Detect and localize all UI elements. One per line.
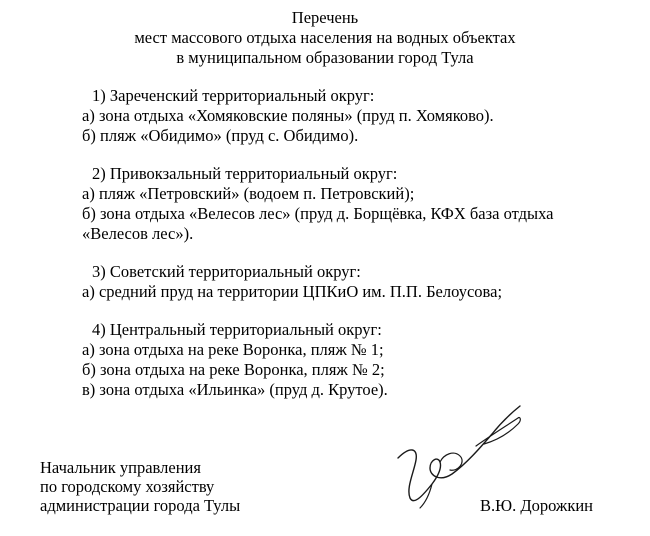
document-subtitle-line-1: мест массового отдыха населения на водных объектах bbox=[134, 28, 516, 47]
section-1-heading: 1) Зареченский территориальный округ: bbox=[92, 86, 375, 105]
section-3-heading: 3) Советский территориальный округ: bbox=[92, 262, 361, 281]
section-2-item-b-continuation: «Велесов лес»). bbox=[82, 224, 194, 243]
document-subtitle-line-2: в муниципальном образовании город Тула bbox=[176, 48, 474, 67]
document-title: Перечень bbox=[291, 8, 359, 27]
section-4-item-a: а) зона отдыха на реке Воронка, пляж № 1; bbox=[82, 340, 384, 359]
section-2-heading: 2) Привокзальный территориальный округ: bbox=[92, 164, 398, 183]
signer-position-line-1: Начальник управления bbox=[40, 458, 201, 477]
signer-name: В.Ю. Дорожкин bbox=[480, 496, 594, 515]
section-2-item-a: а) пляж «Петровский» (водоем п. Петровский); bbox=[82, 184, 415, 203]
signer-position-line-2: по городскому хозяйству bbox=[40, 477, 215, 496]
section-3-item-a: а) средний пруд на территории ЦПКиО им. П.П. Белоусова; bbox=[82, 282, 503, 301]
section-4-item-c: в) зона отдыха «Ильинка» (пруд д. Крутое). bbox=[82, 380, 388, 399]
section-4-heading: 4) Центральный территориальный округ: bbox=[92, 320, 382, 339]
section-1-item-a: а) зона отдыха «Хомяковские поляны» (пруд п. Хомяково). bbox=[82, 106, 494, 125]
section-1-item-b: б) пляж «Обидимо» (пруд с. Обидимо). bbox=[82, 126, 359, 145]
section-2-item-b: б) зона отдыха «Велесов лес» (пруд д. Борщёвка, КФХ база отдыха bbox=[82, 204, 554, 223]
section-4-item-b: б) зона отдыха на реке Воронка, пляж № 2; bbox=[82, 360, 385, 379]
signer-position-line-3: администрации города Тулы bbox=[40, 496, 241, 515]
